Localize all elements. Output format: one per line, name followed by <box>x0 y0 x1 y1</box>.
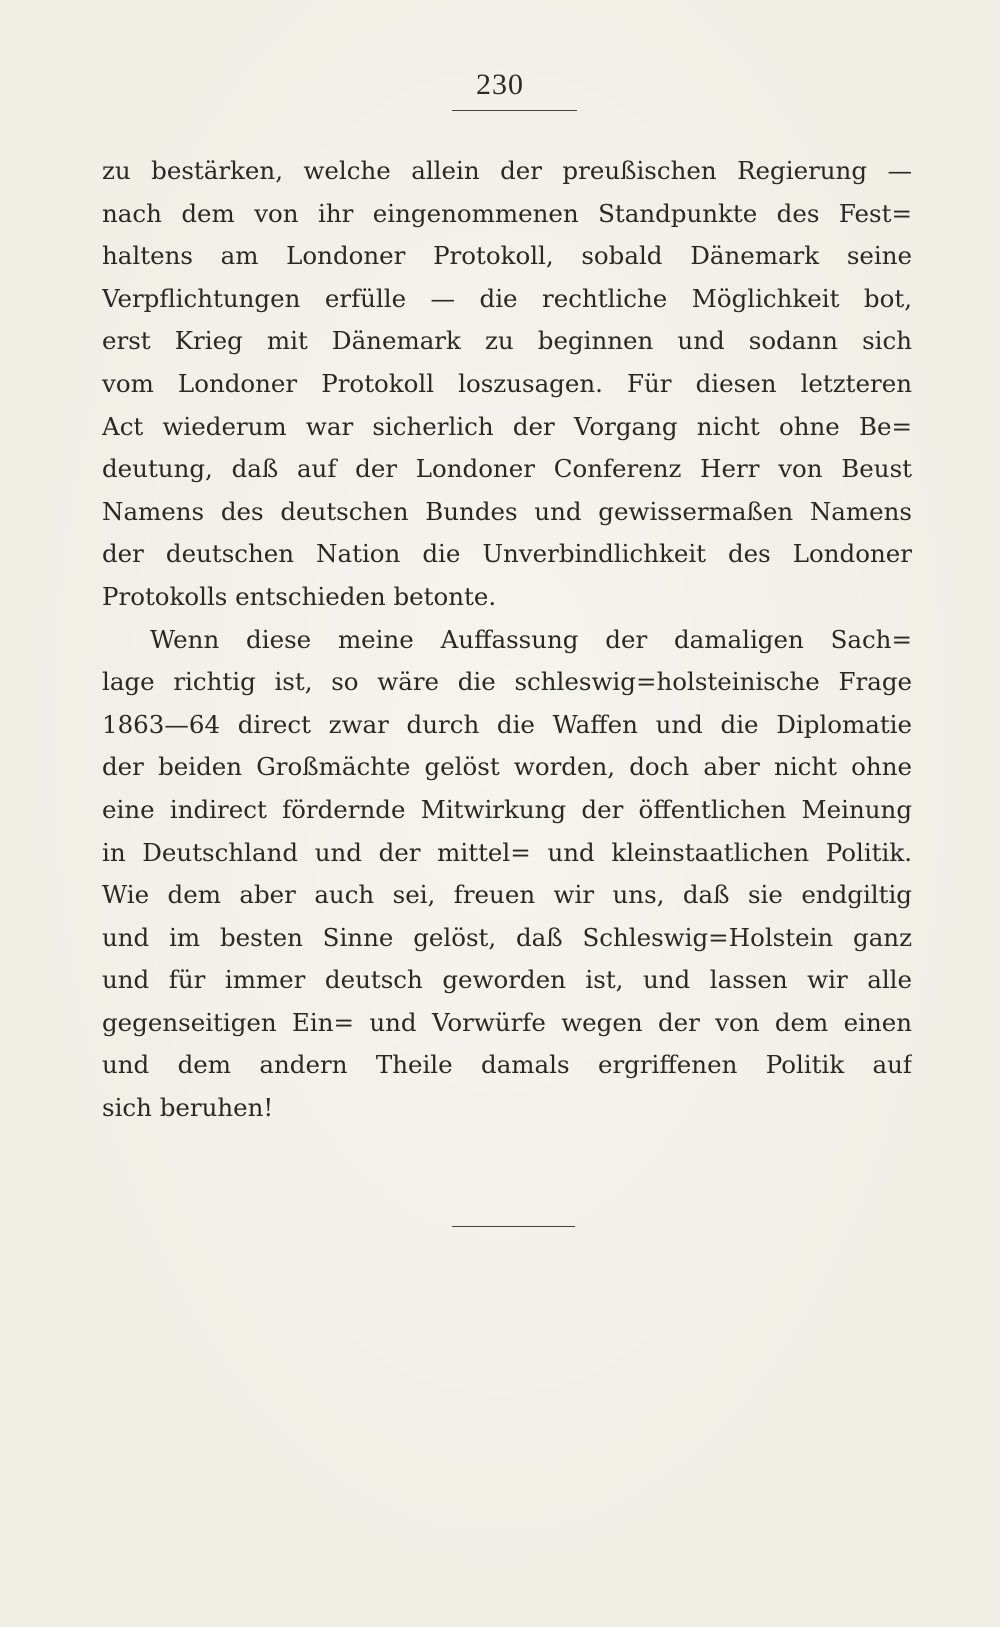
text-line: Protokolls entschieden betonte. <box>102 581 497 611</box>
text-line: Wenn diese meine Auffassung der damaligen Sach= <box>150 624 912 654</box>
text-line: vom Londoner Protokoll loszusagen. Für diesen letzteren <box>102 368 912 398</box>
text-line: Act wiederum war sicherlich der Vorgang nicht ohne Be= <box>102 411 912 441</box>
text-line: und für immer deutsch geworden ist, und lassen wir alle <box>102 965 912 995</box>
text-line: Verpflichtungen erfülle — die rechtliche Möglichkeit bot, <box>102 283 912 313</box>
body-text <box>102 150 912 1130</box>
text-line: lage richtig ist, so wäre die schleswig=holsteinische Frage <box>102 667 912 697</box>
page-number: 230 <box>476 68 524 101</box>
text-line: und dem andern Theile damals ergriffenen Politik auf <box>102 1050 912 1080</box>
text-line: eine indirect fördernde Mitwirkung der öffentlichen Meinung <box>102 794 912 824</box>
text-line: und im besten Sinne gelöst, daß Schleswig=Holstein ganz <box>102 922 912 952</box>
text-line: haltens am Londoner Protokoll, sobald Dänemark seine <box>102 241 912 271</box>
text-line: erst Krieg mit Dänemark zu beginnen und sodann sich <box>102 326 912 356</box>
text-line: zu bestärken, welche allein der preußischen Regierung — <box>102 156 912 185</box>
text-line: Wie dem aber auch sei, freuen wir uns, daß sie endgiltig <box>102 880 912 910</box>
section-end-rule <box>452 1226 575 1227</box>
text-line: nach dem von ihr eingenommenen Standpunkte des Fest= <box>102 198 912 228</box>
text-line: deutung, daß auf der Londoner Conferenz Herr von Beust <box>102 454 912 484</box>
text-line: der deutschen Nation die Unverbindlichkeit des Londoner <box>102 539 912 569</box>
text-line: 1863—64 direct zwar durch die Waffen und die Diplomatie <box>102 709 912 739</box>
text-line: Namens des deutschen Bundes und gewissermaßen Namens <box>102 496 912 526</box>
text-line: in Deutschland und der mittel= und kleinstaatlichen Politik. <box>102 837 912 867</box>
paragraph-1 <box>102 150 912 619</box>
paragraph-2 <box>102 619 912 1130</box>
text-line: der beiden Großmächte gelöst worden, doch aber nicht ohne <box>102 752 912 782</box>
text-line: sich beruhen! <box>102 1093 274 1123</box>
text-line: gegenseitigen Ein= und Vorwürfe wegen der von dem einen <box>102 1007 912 1037</box>
header-rule <box>452 110 577 111</box>
